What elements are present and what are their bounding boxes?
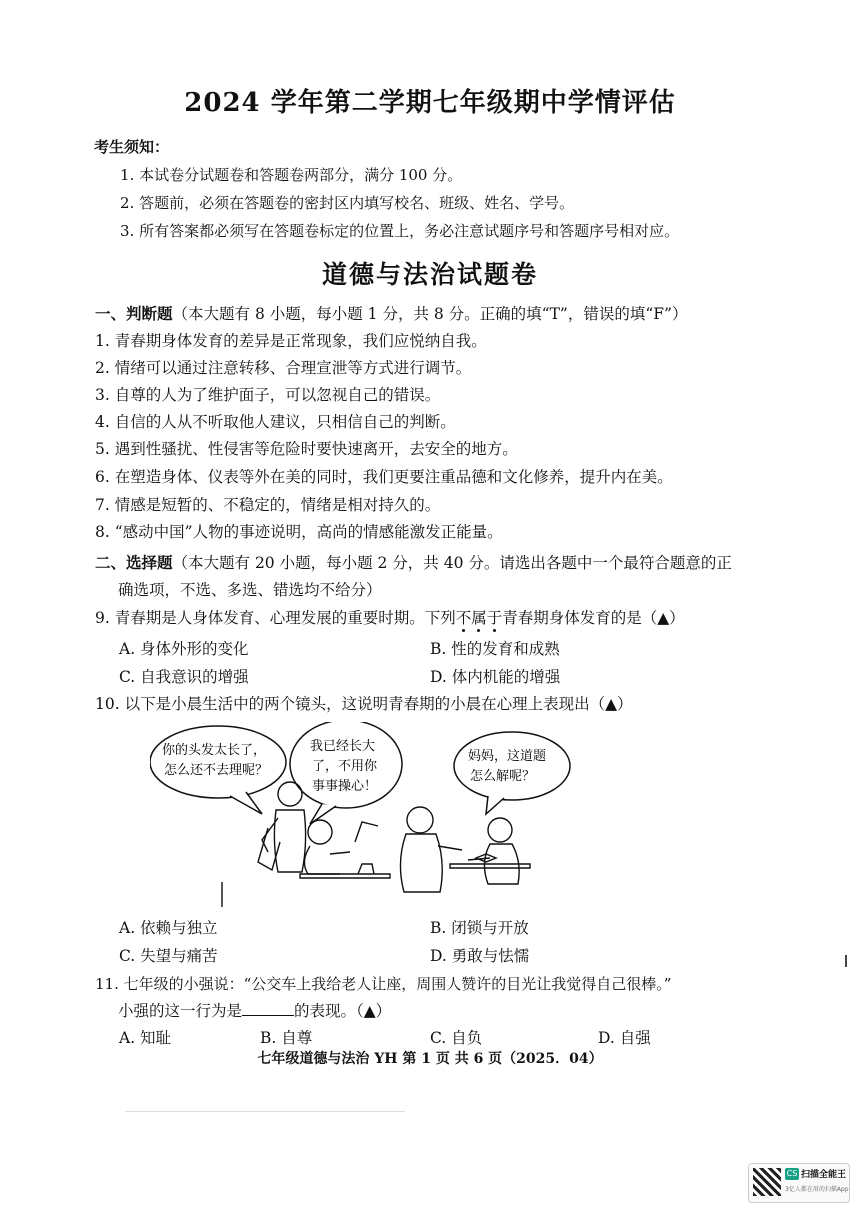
q11-stem-part-a: 小强的这一行为是 xyxy=(118,1002,243,1020)
scanner-name: 扫描全能王 xyxy=(801,1170,847,1180)
question-item: 3. 自尊的人为了维护面子，可以忽视自己的错误。 xyxy=(95,386,441,404)
question-11-stem: 11. 七年级的小强说：“公交车上我给老人让座，周围人赞许的目光让我觉得自己很棒。” xyxy=(95,975,672,993)
question-11-stem-cont xyxy=(118,999,391,1021)
q11-option-a: A. 知耻 xyxy=(119,1029,172,1047)
q9-emphasis-char: 属 xyxy=(471,609,487,627)
bubble-1-line-1: 你的头发太长了， xyxy=(162,743,267,758)
scan-artifact-line xyxy=(125,1111,405,1112)
question-item: 6. 在塑造身体、仪表等外在美的同时，我们更要注重品德和文化修养，提升内在美。 xyxy=(95,468,673,486)
q10-option-c: C. 失望与痛苦 xyxy=(119,947,218,965)
q9-option-c: C. 自我意识的增强 xyxy=(119,668,249,686)
question-item: 7. 情感是短暂的、不稳定的，情绪是相对持久的。 xyxy=(95,496,441,514)
page-footer: 七年级道德与法治 YH 第 1 页 共 6 页（2025．04） xyxy=(257,1051,603,1067)
bubble-1-line-2: 怎么还不去理呢？ xyxy=(164,763,269,778)
question-item: 4. 自信的人从不听取他人建议，只相信自己的判断。 xyxy=(95,413,456,431)
q10-option-a: A. 依赖与独立 xyxy=(119,919,218,937)
section-1-heading: 一、判断题 xyxy=(95,304,173,323)
q9-option-b: B. 性的发育和成熟 xyxy=(430,640,560,658)
section-2-header xyxy=(95,551,732,573)
comic-illustration xyxy=(150,722,580,912)
bubble-3-line-1: 妈妈，这道题 xyxy=(468,749,547,764)
q10-option-b: B. 闭锁与开放 xyxy=(430,919,529,937)
question-10-stem: 10. 以下是小晨生活中的两个镜头，这说明青春期的小晨在心理上表现出（▲） xyxy=(95,695,633,713)
section-1-header xyxy=(95,302,687,324)
margin-mark xyxy=(845,955,847,967)
section-1-instructions: （本大题有 8 小题，每小题 1 分，共 8 分。正确的填“T”，错误的填“F”） xyxy=(172,305,688,323)
scene-mother-daughter-table xyxy=(400,807,530,892)
exam-title: 2024 学年第二学期七年级期中学情评估 xyxy=(184,88,676,118)
scanner-tagline: 3亿人都在用的扫描App xyxy=(785,1186,849,1193)
bubble-3-line-2: 怎么解呢？ xyxy=(470,769,536,784)
q11-option-b: B. 自尊 xyxy=(260,1029,313,1047)
notice-item: 1. 本试卷分试题卷和答题卷两部分，满分 100 分。 xyxy=(120,166,463,184)
answer-blank xyxy=(242,1001,294,1016)
question-9-stem xyxy=(95,606,685,628)
q10-option-d: D. 勇敢与怯懦 xyxy=(430,947,530,965)
scanner-watermark xyxy=(748,1163,850,1203)
q9-option-a: A. 身体外形的变化 xyxy=(119,640,249,658)
bubble-2-line-2: 了，不用你 xyxy=(312,759,378,774)
q9-emphasis-char: 于 xyxy=(486,609,503,627)
question-item: 5. 遇到性骚扰、性侵害等危险时要快速离开，去安全的地方。 xyxy=(95,440,518,458)
notice-item: 2. 答题前，必须在答题卷的密封区内填写校名、班级、姓名、学号。 xyxy=(120,194,575,212)
question-item: 8. “感动中国”人物的事迹说明，高尚的情感能激发正能量。 xyxy=(95,523,503,541)
section-2-heading: 二、选择题 xyxy=(95,553,173,572)
notice-item: 3. 所有答案都必须写在答题卷标定的位置上，务必注意试题序号和答题序号相对应。 xyxy=(120,222,680,240)
q9-stem-part-a: 9. 青春期是人身体发育、心理发展的重要时期。下列 xyxy=(95,609,456,627)
notice-label: 考生须知： xyxy=(94,138,170,156)
q9-option-d: D. 体内机能的增强 xyxy=(430,668,561,686)
section-2-instructions: （本大题有 20 小题，每小题 2 分，共 40 分。请选出各题中一个最符合题意的正 xyxy=(172,554,732,572)
question-item: 1. 青春期身体发育的差异是正常现象，我们应悦纳自我。 xyxy=(95,332,487,350)
q11-option-d: D. 自强 xyxy=(598,1029,651,1047)
q9-emphasis-char: 不 xyxy=(455,609,472,627)
bubble-2-line-3: 事事操心！ xyxy=(312,779,378,794)
question-item: 2. 情绪可以通过注意转移、合理宣泄等方式进行调节。 xyxy=(95,359,472,377)
camscanner-logo-icon: CS xyxy=(786,1169,798,1178)
bubble-2-line-1: 我已经长大 xyxy=(310,739,376,754)
q11-stem-part-b: 的表现。（▲） xyxy=(294,1002,392,1020)
section-2-instructions-cont: 确选项，不选、多选、错选均不给分） xyxy=(118,581,382,599)
q11-option-c: C. 自负 xyxy=(430,1029,483,1047)
q9-stem-part-b: 青春期身体发育的是（▲） xyxy=(502,609,685,627)
qr-code-icon xyxy=(753,1168,781,1196)
paper-subtitle: 道德与法治试题卷 xyxy=(321,260,538,289)
